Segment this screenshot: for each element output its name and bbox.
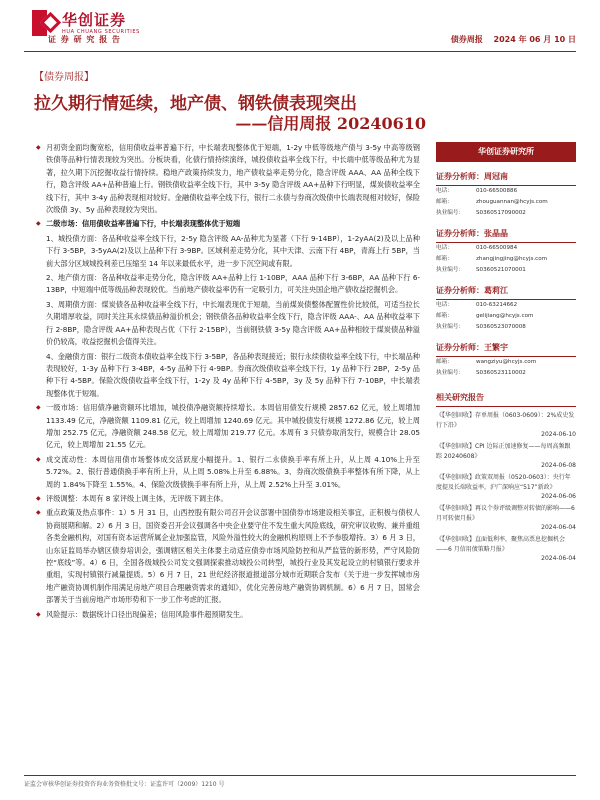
report-tag: 【债券周报】 <box>34 72 94 83</box>
chengtou-paragraph: 1、城投债方面：各品种收益率全线下行，2-5y 隐含评级 AA-品种尤为显著（下行 9-14BP），1-2yAA(2)及以上品种下行 3-5BP，3-5yAA(2)及以上品种下行 3-9BP。区域利差走势分化，其中天津、云南下行 4BP，青海上行 5BP，当前大部分区域城投利差已压缩至 14 年以来最低水平，进一步下沉空间或有限。 <box>46 233 420 268</box>
footer-divider <box>24 775 576 776</box>
related-report-link[interactable]: 《【华创固收】CPI 边际正加速修复——每周高频跟踪 20240608》 <box>436 443 571 460</box>
company-logo <box>32 10 140 36</box>
analyst-phone: 010-66500886 <box>476 188 518 194</box>
related-report-date: 2024-06-04 <box>541 524 576 531</box>
liquidity-paragraph: ◆ 成交流动性：本周信用债市场整体成交活跃度小幅提升。1、银行二永债换手率有所上升，从上周 4.10%上升至 5.72%。2、银行普通债换手率有所上升，从上周 5.08%上升至 6.88%。3、券商次级债换手率整体有所下降，从上周的 1.84%下降至 1.55%。4、保险次级债换手率有所上升，从上周 2.52%上升至 3.01%。 <box>36 454 420 491</box>
property-paragraph: 2、地产债方面：各品种收益率走势分化，隐含评级 AA+品种上行 1-10BP，AAA 品种下行 3-6BP，AA 品种下行 6-13BP，中短端中低等级品种表现较优。当前地产债收益率仍有一定吸引力，可关注央国企地产债收益挖掘机会。 <box>46 273 420 295</box>
report-subtitle: ——信用周报 20240610 <box>235 114 426 133</box>
report-title: 拉久期行情延续，地产债、钢铁债表现突出 <box>34 94 357 114</box>
institute-header: 华创证券研究所 <box>436 142 576 162</box>
department-label: 证 券 研 究 报 告 <box>48 35 121 44</box>
primary-market-paragraph: ◆ 一级市场：信用债净融资额环比增加，城投债净融资额持续增长。本周信用债发行规模 2857.62 亿元，较上周增加 1133.49 亿元，净融资额 1109.81 亿元，较上周增加 1240.69 亿元。其中城投债发行规模 1272.86 亿元，较上周增加 252.75 亿元，净融资额 248.58 亿元，较上周增加 219.77 亿元。本周有 3 只债券取消发行，规模合计 28.05 亿元，较上周增加 21.55 亿元。 <box>36 402 420 452</box>
analyst-name: 证券分析师：周冠南 <box>436 168 576 186</box>
cyclical-paragraph: 3、周期债方面：煤炭债各品种收益率全线下行，中长端表现优于短端，当前煤炭债整体配置性价比较低，可适当拉长久期增厚收益，同时关注其永续债品种溢价机会；钢铁债各品种收益率全线下行，隐含评级 AAA-、AA 品种收益率下行 2-8BP，隐含评级 AA+品种表现占优（下行 2-15BP），当前钢铁债 3-5y 隐含评级 AA+品种相较于煤炭债品种溢价仍较高，收益挖掘机会值得关注。 <box>46 299 420 347</box>
analyst-email[interactable]: zhouguannan@hcyjs.com <box>476 199 548 205</box>
analyst-card: 证券分析师：葛莉江 电话： 010-63214662 邮箱： gelijiang@hcyjs.com 执业编号： S0360523070008 <box>436 282 576 333</box>
related-list <box>436 411 576 562</box>
report-meta <box>443 34 576 45</box>
analyst-email[interactable]: zhangjingjing@hcyjs.com <box>476 256 548 262</box>
report-type: 债券周报 <box>450 35 483 44</box>
financial-paragraph: 4、金融债方面：银行二级资本债收益率全线下行 3-5BP，各品种表现接近；银行永续债收益率全线下行，中长端品种表现较好，1-3y 品种下行 3-4BP，4-5y 品种下行 4-9BP。券商次级债收益率全线下行，1y 品种下行 2BP，2-5y 品种下行 4-5BP。保险次级债收益率全线下行，1-2y 及 4y 品种下行 4-5BP，3y 及 5y 品种下行 7-10BP，中长端表现整体优于短端。 <box>46 351 420 398</box>
rating-paragraph: ◆ 评级调整：本周有 8 家评级上调主体，无评级下调主体。 <box>36 493 420 505</box>
analyst-card: 证券分析师：王繁宇 邮箱： wangziyu@hcyjs.com 执业编号： S0360523110002 <box>436 339 576 379</box>
related-report-link[interactable]: 《【华创固收】再议个券评级调整对转债的影响——6 月可转债月报》 <box>436 505 575 522</box>
logo-icon <box>32 10 58 36</box>
risk-paragraph: ◆ 风险提示：数据统计口径出现偏差；信用风险事件超预期发生。 <box>36 609 420 621</box>
analyst-cert: S0360517090002 <box>476 210 526 216</box>
header-divider <box>24 51 576 52</box>
analyst-card: 证券分析师：张晶晶 电话： 010-66500984 邮箱： zhangjingjing@hcyjs.com 执业编号： S0360521070001 <box>436 225 576 276</box>
summary-paragraph: ◆ 月初资金面均衡宽松，信用债收益率普遍下行，中长端表现整体优于短端，1-2y 中低等级地产债与 3-5y 中高等级钢铁债等品种行情表现较为突出。分板块看，化债行情持续演绎，城投债收益率全线下行，中长端中低等级品种尤为显著，拉久期下沉挖掘收益行情持续。稳地产政策持续发力，地产债收益率走势分化，隐含评级 AAA、AA 品种全线下行，隐含评级 AA+品种普遍上行。钢铁债收益率全线下行，其中 3-5y 隐含评级 AA+品种下行明显，煤炭债收益率全线下行，其中 3-4y 品种表现相对较好。金融债收益率全线下行，银行二永债与券商次级债中长端表现相对较好，保险次级债 3y、5y 品种表现较为突出。 <box>36 142 420 216</box>
related-report-date: 2024-06-04 <box>541 555 576 562</box>
related-report-date: 2024-06-06 <box>541 493 576 500</box>
analyst-name: 证券分析师：张晶晶 <box>436 225 576 243</box>
analyst-cert: S0360523110002 <box>476 370 526 376</box>
analyst-phone: 010-63214662 <box>476 302 518 308</box>
analyst-cert: S0360523070008 <box>476 324 526 330</box>
analyst-name: 证券分析师：葛莉江 <box>436 282 576 300</box>
related-report-link[interactable]: 《【华创固收】存单周报（0603-0609）：2%成史发行下沿》 <box>436 412 575 429</box>
logo-name-cn: 华创证券 <box>62 10 127 29</box>
analyst-cert: S0360521070001 <box>476 267 526 273</box>
analyst-email[interactable]: gelijiang@hcyjs.com <box>476 313 534 319</box>
related-research-header: 相关研究报告 <box>436 389 576 407</box>
related-report-date: 2024-06-08 <box>541 462 576 469</box>
related-report-date: 2024-06-10 <box>541 431 576 438</box>
footer-disclaimer: 证监会审核华创证券投资咨询业务资格批文号：证监许可（2009）1210 号 <box>24 781 225 788</box>
related-report-link[interactable]: 《【华创固收】直面低利率，聚焦高票息挖掘机会——6 月信用债策略月报》 <box>436 536 566 553</box>
report-body <box>36 142 420 623</box>
analyst-email[interactable]: wangziyu@hcyjs.com <box>476 359 537 365</box>
sidebar <box>436 142 576 562</box>
analyst-phone: 010-66500984 <box>476 245 518 251</box>
report-date: 2024 年 06 月 10 日 <box>493 35 576 44</box>
report-header <box>24 10 576 55</box>
policy-paragraph: ◆ 重点政策及热点事件：1）5 月 31 日，山西控股有限公司召开会议部署中国债券市场建设相关事宜，正积极与债权人协商展期和解。2）6 月 3 日，国资委召开会议强调各中央企业要守住不发生重大风险底线，研究审议收购、兼并重组各类金融机构，对国有资本运营所属企业加强监管，风险外溢性较大的金融机构原则上不予参股增持。3）6 月 3 日，山东证监局举办辖区债券培训会，强调辖区相关主体要主动适应债券市场风险防控和从严监管的新形势，严守风险防控“底线”等。4）6 日，全国各级城投公司发文强调探索推动城投公司转型，城投行业及其发起设立的村镇银行要求并重组，实现村镇银行减量提质。5）6 月 7 日，21 世纪经济报道报道部分城市近期联合发布《关于进一步发挥城市房地产融资协调机制作用满足房地产项目合理融资需求的通知》，优化完善房地产融资协调机制。6）6 月 7 日，国常会部署关于当前房地产市场形势和下一步工作考虑的汇报。 <box>36 507 420 606</box>
related-report-link[interactable]: 《【华创固收】政策双周报（0520-0603）：央行年度提及长端收益率，沪广深响应“517”新政》 <box>436 474 571 491</box>
analyst-card: 证券分析师：周冠南 电话： 010-66500886 邮箱： zhouguannan@hcyjs.com 执业编号： S0360517090002 <box>436 168 576 219</box>
secondary-market-heading: ◆ 二级市场：信用债收益率普遍下行，中长端表现整体优于短端 <box>36 218 420 230</box>
analyst-name: 证券分析师：王繁宇 <box>436 339 576 357</box>
logo-name-en: HUA CHUANG SECURITIES <box>62 28 140 35</box>
